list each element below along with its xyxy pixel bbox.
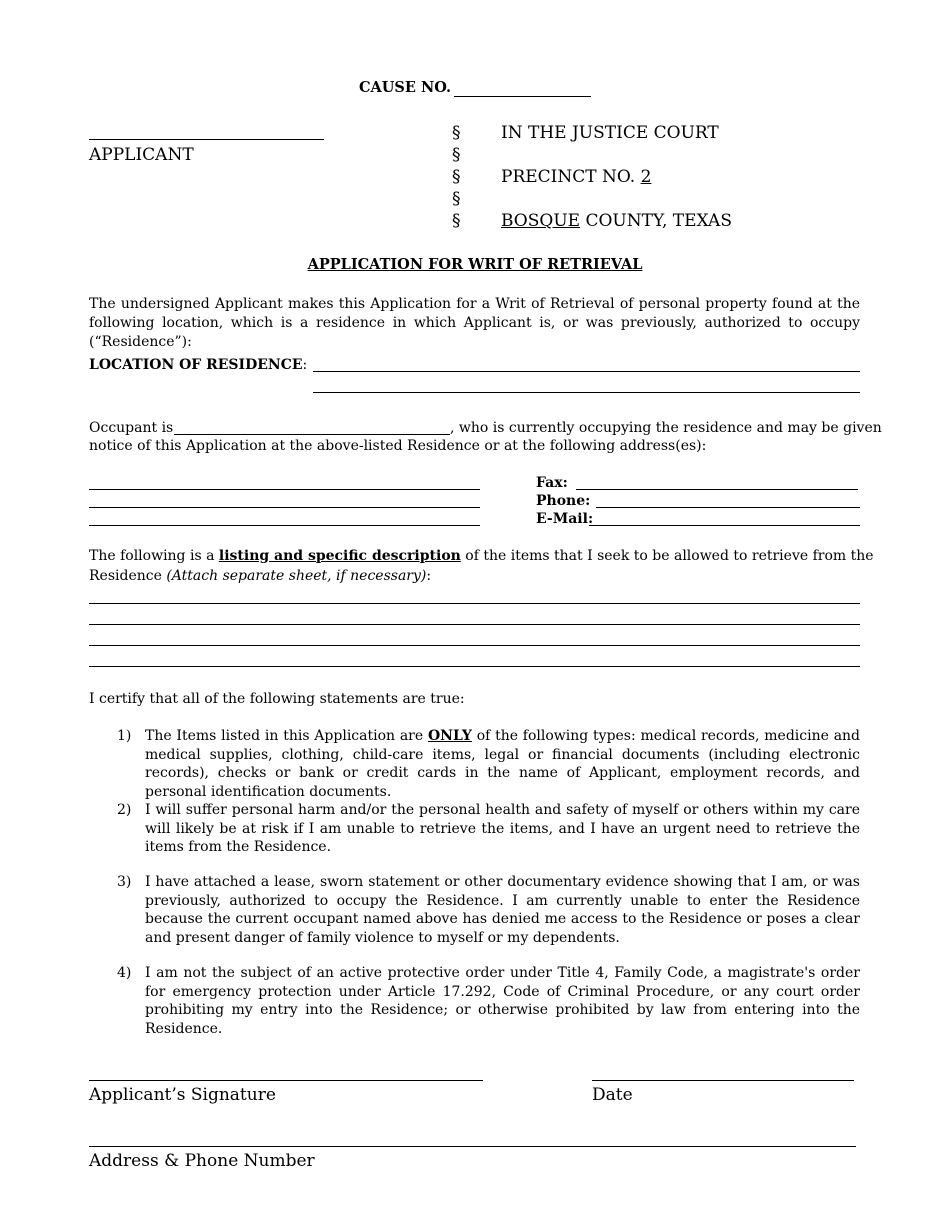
email-field[interactable] [589,525,860,526]
precinct [501,167,651,187]
cause-no-label: CAUSE NO. [359,79,452,96]
date-label: Date [592,1085,633,1105]
occupant-suffix: , who is currently occupying the residence and may be given [450,420,882,436]
address-phone-field[interactable] [89,1146,856,1147]
occupant-line-2: notice of this Application at the above-listed Residence or at the following address(es): [89,438,707,454]
items-field-line-4[interactable] [89,666,860,667]
certify-heading: I certify that all of the following statements are true: [89,691,465,707]
section-symbol: § [452,145,461,165]
address-field-line-3[interactable] [89,525,480,526]
date-field[interactable] [592,1080,854,1081]
statement-number: 3) [117,874,132,890]
county-name: BOSQUE [501,211,581,231]
county [501,211,732,231]
address-phone-label: Address & Phone Number [89,1151,315,1171]
statement-number: 2) [117,802,132,818]
listing-line-1: The following is a listing and specific description of the items that I seek to be allowed to retrieve from the [89,548,874,564]
applicant-name-field[interactable] [89,139,324,140]
applicant-signature-field[interactable] [89,1080,483,1081]
court-name: IN THE JUSTICE COURT [501,123,719,143]
fax-label: Fax: [536,475,568,491]
section-symbol: § [452,123,461,143]
address-field-line-1[interactable] [89,489,480,490]
applicant-label: APPLICANT [89,145,194,165]
applicant-signature-label: Applicant’s Signature [89,1085,276,1105]
fax-field[interactable] [576,489,858,490]
listing-line-2: Residence (Attach separate sheet, if necessary): [89,568,432,584]
items-field-line-2[interactable] [89,624,860,625]
intro-paragraph: The undersigned Applicant makes this Application for a Writ of Retrieval of personal property found at the following location, which is a residence in which Applicant is, or was previously, authorized to occupy (“Residence”): [89,296,860,350]
precinct-label: PRECINCT NO. [501,167,636,187]
phone-label: Phone: [536,493,591,509]
occupant-name-field[interactable] [174,434,450,435]
statement-number: 4) [117,965,132,981]
county-suffix: COUNTY, TEXAS [585,211,732,231]
address-field-line-2[interactable] [89,507,480,508]
occupant-prefix: Occupant is [89,420,174,436]
page-title: APPLICATION FOR WRIT OF RETRIEVAL [307,256,643,273]
only-emphasis: ONLY [427,728,472,744]
items-field-line-3[interactable] [89,645,860,646]
precinct-number: 2 [640,167,652,187]
statement-4: I am not the subject of an active protective order under Title 4, Family Code, a magistrate's order for emergency protection under Article 17.292, Code of Criminal Procedure, or any court order prohibiting my entry into the Residence; or otherwise prohibited by law from entering into the Residence. [145,965,860,1037]
statement-1: The Items listed in this Application are ONLY of the following types: medical records, medicine and medical supplies, clothing, child-care items, legal or financial documents (including electronic records), checks or bank or credit cards in the name of Applicant, employment records, and personal identification documents. [145,728,861,800]
email-label: E-Mail: [536,511,594,527]
location-label: LOCATION OF RESIDENCE: [89,357,308,373]
statement-3: I have attached a lease, sworn statement or other documentary evidence showing that I am, or was previously, authorized to occupy the Residence. I am currently unable to enter the Residence because the current occupant named above has denied me access to the Residence or poses a clear and present danger of family violence to myself or my dependents. [145,874,860,946]
section-symbol: § [452,189,461,209]
statement-number: 1) [117,728,132,744]
items-field-line-1[interactable] [89,603,860,604]
phone-field[interactable] [596,507,860,508]
statement-2: I will suffer personal harm and/or the personal health and safety of myself or others within my care will likely be at risk if I am unable to retrieve the items, and I have an urgent need to retrieve the items from the Residence. [145,802,860,855]
listing-emphasis: listing and specific description [218,548,461,564]
location-field-line-2[interactable] [313,392,860,393]
cause-no-field[interactable] [454,96,591,97]
section-symbol: § [452,211,461,231]
location-field-line-1[interactable] [313,371,860,372]
section-symbol: § [452,167,461,187]
